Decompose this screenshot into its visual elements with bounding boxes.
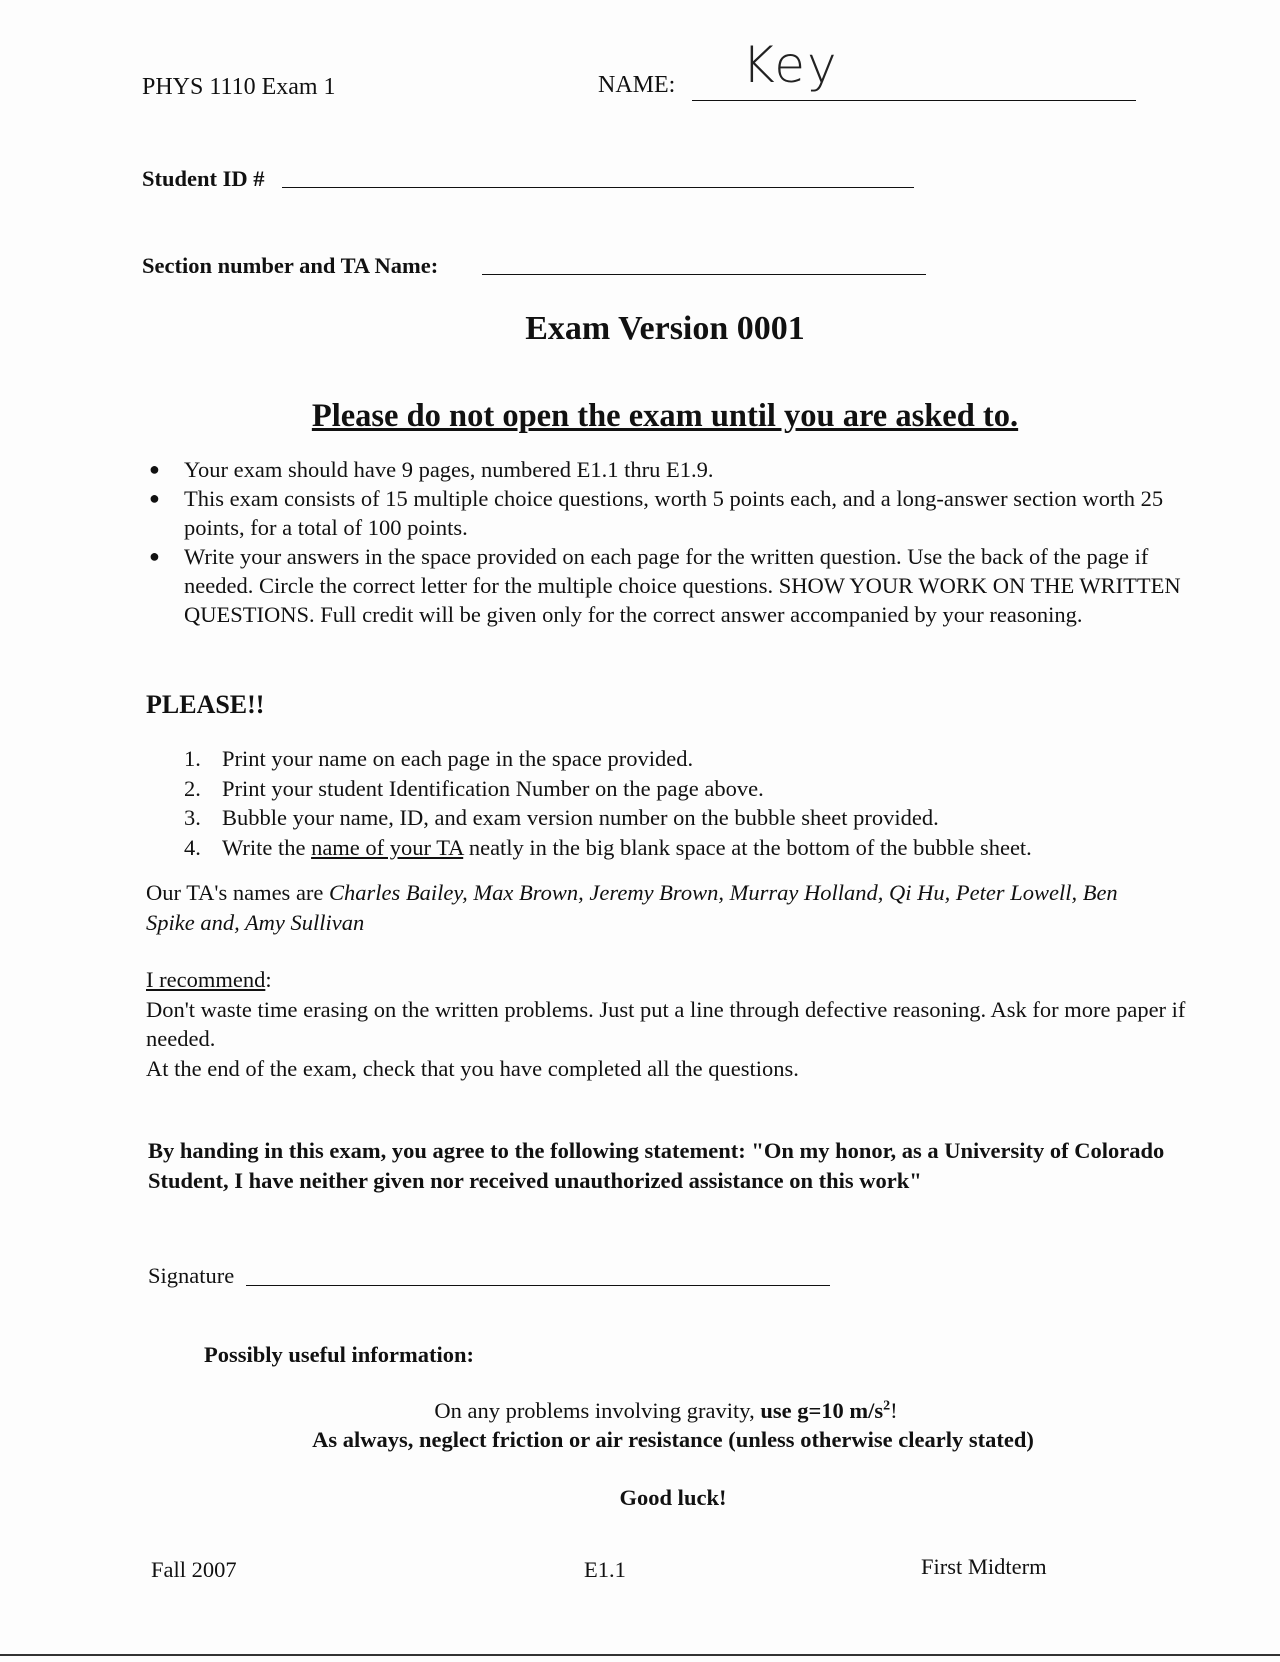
instruction-item bbox=[144, 455, 1194, 484]
recommend-section bbox=[146, 965, 1196, 1083]
exam-warning-text: Please do not open the exam until you are asked to. bbox=[311, 398, 1019, 434]
please-item bbox=[184, 774, 1184, 804]
name-field[interactable] bbox=[692, 100, 1136, 101]
please-item-number: 2. bbox=[184, 775, 201, 801]
please-item-underlined: name of your TA bbox=[311, 834, 464, 860]
please-item-text: Print your name on each page in the space provided. bbox=[222, 746, 694, 771]
gravity-value: use g=10 m/s bbox=[760, 1398, 884, 1423]
please-item-number: 1. bbox=[184, 746, 201, 771]
name-label: NAME: bbox=[598, 72, 676, 98]
ta-names-list: Charles Bailey, Max Brown, Jeremy Brown, Murray Holland, Qi Hu, Peter Lowell, Ben Spike and, Amy Sullivan bbox=[146, 880, 1118, 935]
please-item-text: Print your student Identification Number on the page above. bbox=[222, 775, 764, 801]
please-item-text: Bubble your name, ID, and exam version number on the bubble sheet provided. bbox=[222, 805, 939, 830]
recommend-heading-colon: : bbox=[265, 967, 272, 992]
student-id-label: Student ID # bbox=[142, 166, 265, 191]
please-item bbox=[184, 803, 1184, 833]
recommend-heading-text: I recommend bbox=[146, 967, 266, 992]
please-heading: PLEASE!! bbox=[146, 690, 265, 719]
page-bottom-edge bbox=[0, 1654, 1280, 1656]
name-handwritten-value: Key bbox=[742, 36, 839, 94]
please-item bbox=[184, 744, 1184, 774]
bullet-icon: ● bbox=[149, 546, 160, 566]
student-id-field[interactable] bbox=[282, 187, 914, 188]
gravity-note bbox=[0, 1398, 1280, 1424]
please-list bbox=[184, 744, 1184, 862]
good-luck: Good luck! bbox=[619, 1485, 727, 1510]
recommend-line: Don't waste time erasing on the written problems. Just put a line through defective reasoning. Ask for more paper if needed. bbox=[146, 996, 1186, 1051]
exam-warning bbox=[0, 398, 1280, 435]
please-item bbox=[184, 833, 1184, 863]
footer-page-number: E1.1 bbox=[584, 1557, 626, 1582]
instruction-text: Write your answers in the space provided on each page for the written question. Use the back of the page if needed. Circle the correct letter for the multiple choice questions. SHOW YOUR WORK ON THE WRITTEN QUESTIONS. Full credit will be given only for the correct answer accompanied by your reasoning. bbox=[184, 544, 1181, 627]
signature-field[interactable] bbox=[246, 1285, 830, 1286]
footer-exam-label: First Midterm bbox=[921, 1554, 1047, 1579]
recommend-line: At the end of the exam, check that you have completed all the questions. bbox=[146, 1055, 799, 1081]
bullet-icon: ● bbox=[149, 459, 160, 479]
please-item-number: 4. bbox=[184, 834, 201, 860]
honor-statement: By handing in this exam, you agree to the following statement: "On my honor, as a University of Colorado Student, I have neither given nor received unauthorized assistance on this work" bbox=[148, 1138, 1165, 1193]
please-item-text: neatly in the big blank space at the bottom of the bubble sheet. bbox=[463, 834, 1032, 860]
instructions-list bbox=[144, 455, 1194, 629]
gravity-note-text: On any problems involving gravity, bbox=[434, 1398, 761, 1423]
bullet-icon: ● bbox=[149, 488, 160, 508]
instruction-text: Your exam should have 9 pages, numbered E1.1 thru E1.9. bbox=[184, 457, 714, 482]
ta-names-prefix: Our TA's names are bbox=[146, 880, 330, 905]
please-item-number: 3. bbox=[184, 805, 201, 830]
ta-names-paragraph bbox=[146, 878, 1126, 938]
gravity-note-end: ! bbox=[890, 1398, 898, 1423]
exam-version-title: Exam Version 0001 bbox=[525, 310, 805, 347]
please-item-text: Write the bbox=[222, 834, 312, 860]
section-label: Section number and TA Name: bbox=[142, 253, 439, 278]
info-heading: Possibly useful information: bbox=[204, 1342, 475, 1367]
signature-label: Signature bbox=[148, 1263, 235, 1288]
course-title: PHYS 1110 Exam 1 bbox=[142, 74, 336, 100]
friction-note: As always, neglect friction or air resistance (unless otherwise clearly stated) bbox=[312, 1427, 1034, 1452]
instruction-item bbox=[144, 484, 1194, 542]
instruction-item bbox=[144, 542, 1194, 629]
recommend-heading bbox=[146, 965, 1196, 995]
section-field[interactable] bbox=[482, 274, 926, 275]
instruction-text: This exam consists of 15 multiple choice questions, worth 5 points each, and a long-answer section worth 25 points, for a total of 100 points. bbox=[184, 486, 1164, 540]
gravity-exponent: 2 bbox=[883, 1398, 891, 1414]
footer-term: Fall 2007 bbox=[151, 1557, 237, 1582]
